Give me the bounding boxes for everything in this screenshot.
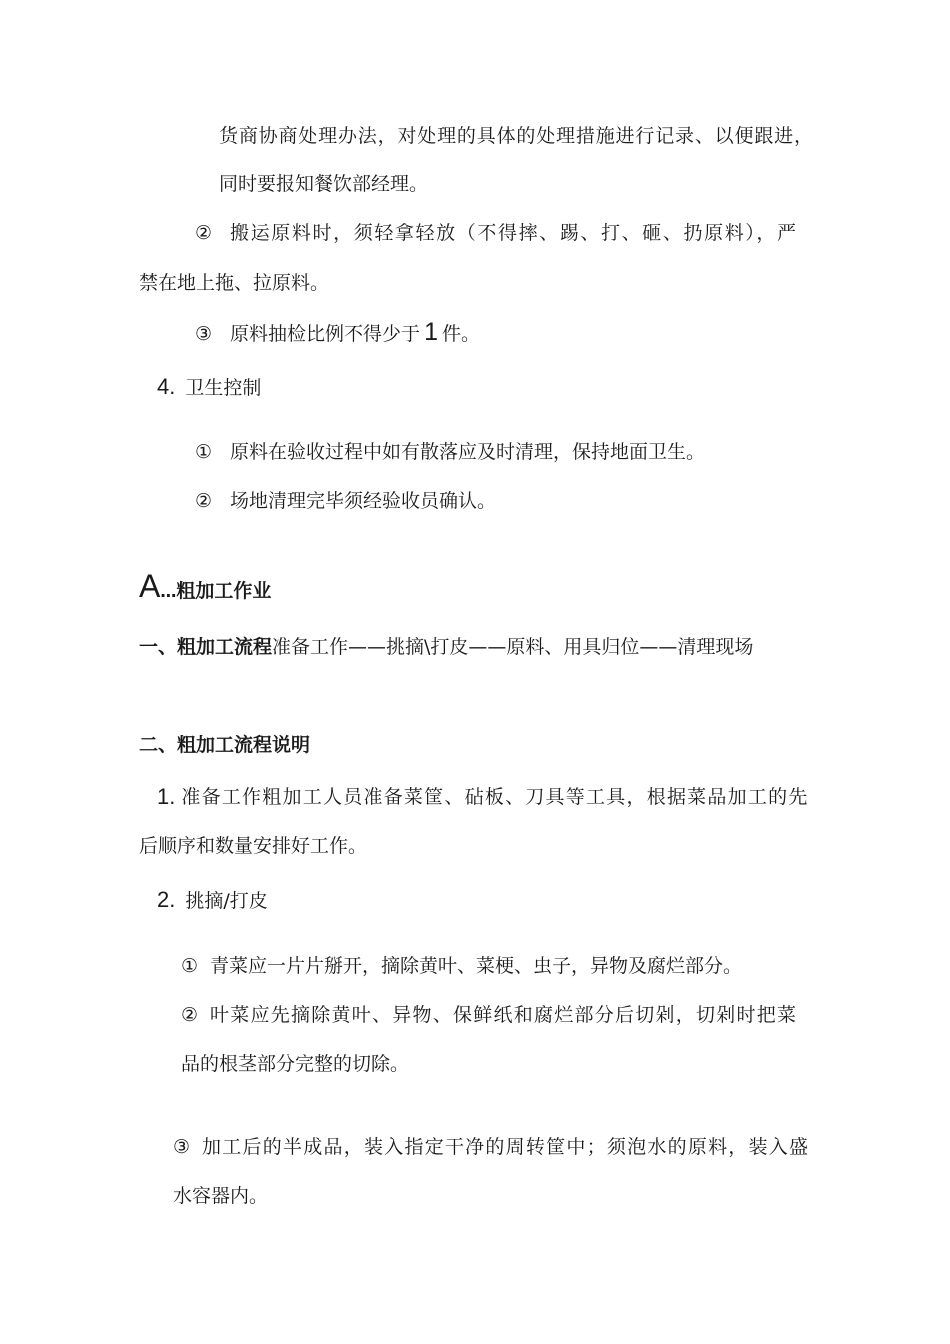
list-text: 搬运原料时，须轻拿轻放（不得摔、踢、打、砸、扔原料），严 [230,222,797,244]
subsection-title: 卫生控制 [185,377,262,399]
paragraph-line: 货商协商处理办法，对处理的具体的处理措施进行记录、以便跟进， [219,125,813,147]
step-number: 2. [157,887,176,912]
section-heading: 二、粗加工流程说明 [139,734,311,756]
section-heading [139,566,271,612]
step-item [157,784,813,811]
step-text: 准备工作粗加工人员准备菜筐、砧板、刀具等工具，根据菜品加工的先 [181,786,808,808]
list-item [181,953,742,979]
list-item-continuation: 禁在地上拖、拉原料。 [139,272,330,294]
step-item [157,887,268,914]
list-marker: ② [195,490,213,512]
section-letter: A [139,568,161,604]
list-number: 1 [424,318,438,346]
list-marker: ② [181,1004,199,1026]
list-text: 叶菜应先摘除黄叶、异物、保鲜纸和腐烂部分后切剁，切剁时把菜 [210,1004,797,1026]
list-marker: ③ [195,323,213,345]
list-item [195,319,480,347]
list-text: 原料抽检比例不得少于 [230,323,421,345]
list-item [181,1002,801,1028]
step-item-continuation: 后顺序和数量安排好工作。 [139,835,368,857]
flow-line [139,634,753,660]
list-marker: ① [181,955,199,977]
flow-label: 一、粗加工流程 [139,636,273,658]
subsection-heading [157,374,261,401]
list-item-continuation: 品的根茎部分完整的切除。 [181,1053,410,1075]
flow-text: 准备工作——挑摘\打皮——原料、用具归位——清理现场 [272,636,754,658]
subsection-number: 4. [157,374,176,399]
list-item-continuation: 水容器内。 [173,1185,269,1207]
list-item [195,220,805,246]
section-title: 粗加工作业 [176,580,272,602]
step-number: 1. [157,784,176,809]
list-marker: ③ [173,1136,191,1158]
list-item [195,439,705,465]
list-item [173,1134,813,1160]
paragraph-line: 同时要报知餐饮部经理。 [219,173,429,195]
list-marker: ① [195,441,213,463]
section-dots: … [160,582,177,601]
list-text: 场地清理完毕须经验收员确认。 [230,490,497,512]
list-marker: ② [195,222,213,244]
list-text: 青菜应一片片掰开，摘除黄叶、菜梗、虫子，异物及腐烂部分。 [210,955,743,977]
list-item [195,488,496,514]
list-text: 加工后的半成品，装入指定干净的周转筐中；须泡水的原料，装入盛 [202,1136,809,1158]
list-text: 原料在验收过程中如有散落应及时清理，保持地面卫生。 [230,441,706,463]
list-text: 件。 [441,323,480,345]
step-title: 挑摘/打皮 [185,890,268,912]
